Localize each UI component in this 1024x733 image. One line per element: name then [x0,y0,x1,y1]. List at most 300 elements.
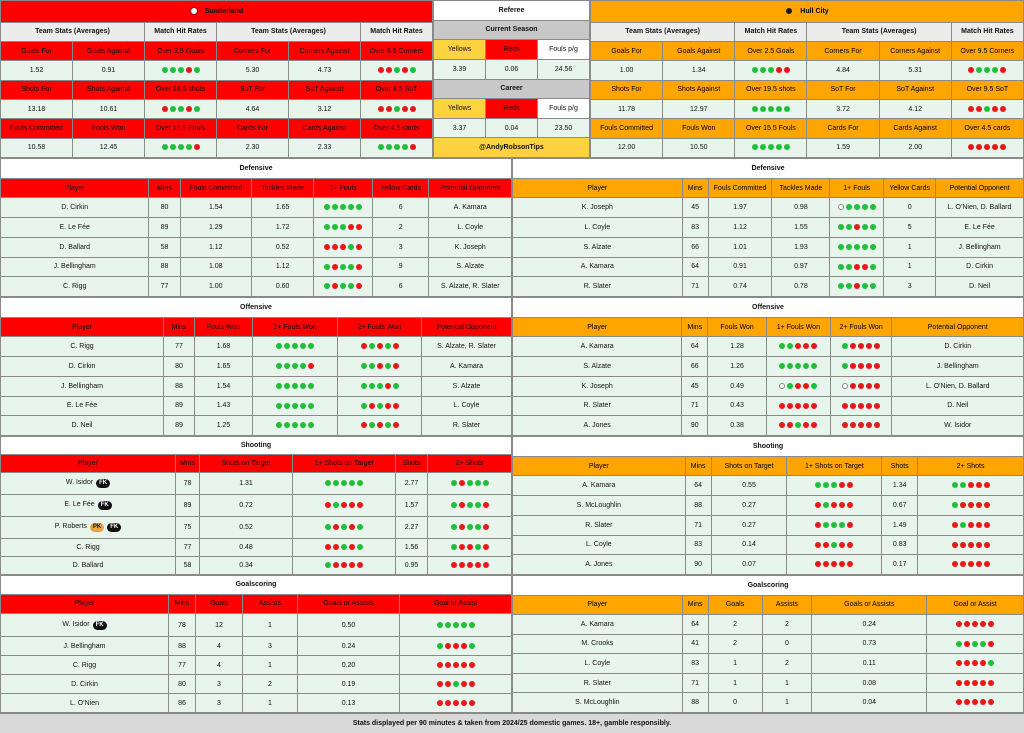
defensive-section-title: Defensive [513,159,1024,179]
hit-dot-icon [178,106,184,112]
miss-dot-icon [815,522,821,528]
miss-dot-icon [483,562,489,568]
table-row: W. Isidor FK 78 1.31 2.77 [1,472,512,494]
miss-dot-icon [858,343,864,349]
player-name: E. Le Fée [1,396,164,416]
hit-dot-icon [410,67,416,73]
table-row: S. Alzate 66 1.26 J. Bellingham [513,357,1024,377]
hit-rate-dots [951,561,991,568]
hit-rate-dots [837,263,877,270]
miss-dot-icon [1000,144,1006,150]
miss-dot-icon [976,502,982,508]
club-crest-icon [785,7,793,15]
table-row: L. O'Nien 86 3 1 0.13 [1,694,512,713]
miss-dot-icon [976,106,982,112]
miss-dot-icon [988,680,994,686]
hit-dot-icon [779,363,785,369]
miss-dot-icon [968,502,974,508]
miss-dot-icon [992,106,998,112]
miss-dot-icon [842,422,848,428]
miss-dot-icon [349,544,355,550]
hit-dot-icon [340,204,346,210]
miss-dot-icon [393,422,399,428]
hit-dot-icon [386,144,392,150]
hit-dot-icon [760,144,766,150]
player-name: L. O'Nien [1,694,169,713]
miss-dot-icon [356,264,362,270]
hit-dot-icon [308,403,314,409]
miss-dot-icon [324,244,330,250]
miss-dot-icon [964,621,970,627]
hit-dot-icon [170,67,176,73]
miss-dot-icon [1000,106,1006,112]
away-shooting-table: Shooting Player Mins Shots on Target 1+ Shots on Target Shots 2+ Shots A. Kamara 64 0.55 1.34 S. McLoughlin 88 0.27 0.67 R. Slater 71 0.27 1.49 L. Coyle 83 0.14 0.83 A. Jones 90 0.07 0.17 [512,436,1024,575]
miss-dot-icon [850,363,856,369]
hit-rate-dots [450,502,490,509]
hit-dot-icon [300,383,306,389]
hit-dot-icon [760,67,766,73]
miss-dot-icon [461,681,467,687]
table-row: W. Isidor FK 78 12 1 0.50 [1,613,512,637]
table-row: M. Crooks 41 2 0 0.73 [513,634,1024,654]
hit-dot-icon [862,283,868,289]
miss-dot-icon [972,699,978,705]
hit-rate-dots [837,244,877,251]
miss-dot-icon [361,422,367,428]
miss-dot-icon [850,343,856,349]
miss-dot-icon [776,67,782,73]
hit-rate-dots [751,106,791,113]
hit-dot-icon [870,244,876,250]
miss-dot-icon [393,343,399,349]
miss-dot-icon [453,700,459,706]
miss-dot-icon [779,403,785,409]
player-name: A. Jones [513,555,686,575]
hit-rate-dots [967,106,1007,113]
miss-dot-icon [325,544,331,550]
hit-dot-icon [838,224,844,230]
hit-dot-icon [811,363,817,369]
hit-dot-icon [300,422,306,428]
hit-rate-dots [324,524,364,531]
hit-dot-icon [377,383,383,389]
miss-dot-icon [854,264,860,270]
miss-dot-icon [803,403,809,409]
hit-rate-dots [450,562,490,569]
hit-dot-icon [394,106,400,112]
table-row: D. Ballard 58 1.12 0.52 3 K. Joseph [1,237,512,257]
player-name: L. Coyle [513,535,686,555]
miss-dot-icon [445,662,451,668]
hit-rate-dots [841,402,881,409]
hit-dot-icon [787,383,793,389]
miss-dot-icon [988,641,994,647]
miss-dot-icon [823,542,829,548]
hit-dot-icon [779,343,785,349]
hit-dot-icon [170,106,176,112]
hit-dot-icon [308,343,314,349]
hit-dot-icon [393,383,399,389]
hit-dot-icon [292,403,298,409]
hit-dot-icon [451,524,457,530]
hit-rate-dots [275,383,315,390]
player-name: L. Coyle [513,654,683,674]
hit-dot-icon [369,383,375,389]
miss-dot-icon [378,106,384,112]
hit-rate-dots [837,224,877,231]
table-row: D. Cirkin 80 1.65 A. Kamara [1,357,512,377]
miss-dot-icon [847,502,853,508]
miss-dot-icon [815,502,821,508]
player-name: A. Jones [513,416,682,436]
hit-dot-icon [369,422,375,428]
hit-rate-dots [275,422,315,429]
miss-dot-icon [831,561,837,567]
hit-dot-icon [341,544,347,550]
miss-dot-icon [960,561,966,567]
miss-dot-icon [377,422,383,428]
hit-dot-icon [475,502,481,508]
miss-dot-icon [483,502,489,508]
player-name: W. Isidor FK [1,472,176,494]
hit-dot-icon [276,422,282,428]
miss-dot-icon [964,699,970,705]
hit-rate-dots [275,363,315,370]
hit-rate-dots [360,402,400,409]
miss-dot-icon [976,144,982,150]
hit-dot-icon [752,144,758,150]
hit-rate-dots [841,422,881,429]
hit-dot-icon [952,502,958,508]
hit-rate-dots [955,699,995,706]
away-defensive-table: Defensive Player Mins Fouls Committed Tackles Made 1+ Fouls Yellow Cards Potential Opponent K. Joseph 45 1.97 0.98 0 L. O'Nien, D. Ballard L. Coyle 83 1.12 1.55 5 E. Le Fée S. Alzate 66 1.01 1.93 1 J. Bellingham A. Kamara 64 0.91 0.97 1 D. Cirkin R. Slater 71 0.74 0.78 3 D. Neil [512,158,1024,297]
hit-dot-icon [276,343,282,349]
miss-dot-icon [451,562,457,568]
hit-dot-icon [475,524,481,530]
player-name: J. Bellingham [1,376,164,396]
miss-dot-icon [866,383,872,389]
miss-dot-icon [984,522,990,528]
table-row: R. Slater 71 0.74 0.78 3 D. Neil [513,277,1024,297]
hit-rate-dots [837,283,877,290]
table-row: A. Jones 90 0.07 0.17 [513,555,1024,575]
handle-link[interactable]: @AndyRobsonTips [434,138,590,158]
miss-dot-icon [964,660,970,666]
miss-dot-icon [475,562,481,568]
hit-dot-icon [308,422,314,428]
miss-dot-icon [862,264,868,270]
miss-dot-icon [988,621,994,627]
miss-dot-icon [839,561,845,567]
hit-rate-dots [275,402,315,409]
hit-dot-icon [451,502,457,508]
miss-dot-icon [469,681,475,687]
miss-dot-icon [984,144,990,150]
hit-rate-dots [814,502,854,509]
hit-dot-icon [984,106,990,112]
hit-rate-dots [436,681,476,688]
hit-dot-icon [178,144,184,150]
hit-dot-icon [752,106,758,112]
hit-dot-icon [870,283,876,289]
hit-rate-dots [161,106,201,113]
hit-dot-icon [784,106,790,112]
miss-dot-icon [453,643,459,649]
miss-dot-icon [839,482,845,488]
miss-dot-icon [332,264,338,270]
hit-rate-dots [955,640,995,647]
hit-dot-icon [194,106,200,112]
table-row: D. Neil 89 1.25 R. Slater [1,416,512,436]
career-label: Career [434,79,590,99]
miss-dot-icon [194,144,200,150]
table-row: D. Ballard 58 0.34 0.95 [1,557,512,575]
player-name: S. Alzate [513,237,683,257]
miss-dot-icon [385,403,391,409]
hit-rate-dots [814,561,854,568]
hit-dot-icon [348,204,354,210]
hit-dot-icon [348,244,354,250]
hit-dot-icon [451,544,457,550]
hit-dot-icon [976,67,982,73]
miss-dot-icon [968,67,974,73]
player-name: W. Isidor FK [1,613,169,637]
hit-dot-icon [960,482,966,488]
hit-rate-dots [324,480,364,487]
player-name: R. Slater [513,277,683,297]
fk-badge: FK [93,621,107,630]
miss-dot-icon [980,660,986,666]
hit-dot-icon [838,283,844,289]
hit-dot-icon [960,522,966,528]
hit-rate-dots [450,480,490,487]
hit-dot-icon [357,544,363,550]
hit-dot-icon [284,363,290,369]
player-name: R. Slater [513,396,682,416]
player-name: D. Neil [1,416,164,436]
hit-dot-icon [842,363,848,369]
offensive-section-title: Offensive [1,298,512,318]
hit-rate-dots [955,680,995,687]
hit-dot-icon [194,67,200,73]
away-offensive-table: Offensive Player Mins Fouls Won 1+ Fouls Won 2+ Fouls Won Potential Opponent A. Kamara 64 1.28 D. Cirkin S. Alzate 66 1.26 J. Bellingham K. Joseph 45 0.49 L. O'Nien, D. Ballard R. Slater 71 0.43 D. Neil A. Jones 90 0.38 W. Isidor [512,297,1024,436]
hit-rate-dots [377,106,417,113]
miss-dot-icon [847,561,853,567]
miss-dot-icon [980,699,986,705]
player-name: C. Rigg [1,277,149,297]
hit-dot-icon [325,562,331,568]
hit-dot-icon [361,383,367,389]
fk-badge: FK [98,501,112,510]
miss-dot-icon [795,383,801,389]
hit-dot-icon [768,106,774,112]
hit-rate-dots [751,67,791,74]
miss-dot-icon [811,403,817,409]
hit-rate-dots [323,283,363,290]
hit-dot-icon [956,641,962,647]
hit-rate-dots [436,700,476,707]
miss-dot-icon [815,561,821,567]
miss-dot-icon [811,343,817,349]
table-row: K. Joseph 45 1.97 0.98 0 L. O'Nien, D. Ballard [513,198,1024,218]
hit-dot-icon [823,502,829,508]
miss-dot-icon [459,524,465,530]
home-defensive-table: Defensive Player Mins Fouls Committed Tackles Made 1+ Fouls Yellow Cards Potential Opponent D. Cirkin 80 1.54 1.65 6 A. Kamara E. Le Fée 89 1.29 1.72 2 L. Coyle D. Ballard 58 1.12 0.52 3 K. Joseph J. Bellingham 88 1.08 1.12 9 S. Alzate C. Rigg 77 1.00 0.60 6 S. Alzate, R. Slater [0,158,512,297]
miss-dot-icon [386,67,392,73]
hit-dot-icon [292,343,298,349]
miss-dot-icon [378,67,384,73]
hit-dot-icon [178,67,184,73]
hit-dot-icon [862,224,868,230]
hit-rate-dots [324,544,364,551]
player-name: R. Slater [513,673,683,693]
miss-dot-icon [369,403,375,409]
miss-dot-icon [402,67,408,73]
hit-dot-icon [394,67,400,73]
table-row: J. Bellingham 88 1.54 S. Alzate [1,376,512,396]
hit-dot-icon [461,622,467,628]
miss-dot-icon [960,502,966,508]
hit-rate-dots [778,343,818,350]
miss-dot-icon [357,562,363,568]
hit-rate-dots [324,502,364,509]
hit-dot-icon [284,422,290,428]
miss-dot-icon [956,699,962,705]
miss-dot-icon [437,662,443,668]
miss-dot-icon [968,522,974,528]
miss-dot-icon [968,542,974,548]
hit-dot-icon [776,106,782,112]
miss-dot-icon [956,660,962,666]
hit-dot-icon [162,67,168,73]
miss-dot-icon [984,542,990,548]
hit-dot-icon [952,482,958,488]
hit-dot-icon [300,403,306,409]
table-row: C. Rigg 77 4 1 0.20 [1,656,512,675]
miss-dot-icon [823,561,829,567]
table-row: C. Rigg 77 1.00 0.60 6 S. Alzate, R. Slater [1,277,512,297]
miss-dot-icon [333,544,339,550]
miss-dot-icon [964,680,970,686]
hit-dot-icon [349,480,355,486]
miss-dot-icon [349,562,355,568]
hit-dot-icon [357,480,363,486]
hit-dot-icon [838,244,844,250]
table-row: S. McLoughlin 88 0.27 0.67 [513,496,1024,516]
hit-rate-dots [324,562,364,569]
hit-rate-dots [967,144,1007,151]
hit-dot-icon [988,660,994,666]
hit-dot-icon [795,363,801,369]
hit-dot-icon [811,383,817,389]
hit-dot-icon [451,480,457,486]
miss-dot-icon [984,482,990,488]
miss-dot-icon [956,680,962,686]
miss-dot-icon [349,524,355,530]
player-name: D. Cirkin [1,675,169,694]
player-name: C. Rigg [1,656,169,675]
player-name: C. Rigg [1,539,176,557]
miss-dot-icon [186,106,192,112]
no-game-dot-icon [842,383,848,389]
goalscoring-section-title: Goalscoring [513,576,1024,596]
hit-dot-icon [831,522,837,528]
miss-dot-icon [858,403,864,409]
hit-dot-icon [823,482,829,488]
miss-dot-icon [984,561,990,567]
hit-rate-dots [436,622,476,629]
miss-dot-icon [349,502,355,508]
table-row: D. Cirkin 80 1.54 1.65 6 A. Kamara [1,198,512,218]
hit-dot-icon [378,144,384,150]
hit-dot-icon [324,264,330,270]
hit-rate-dots [951,541,991,548]
hit-rate-dots [323,263,363,270]
miss-dot-icon [866,343,872,349]
hit-dot-icon [823,522,829,528]
hit-dot-icon [340,264,346,270]
player-name: P. Roberts PK FK [1,517,176,539]
pk-badge: PK [90,523,104,532]
table-row: K. Joseph 45 0.49 L. O'Nien, D. Ballard [513,376,1024,396]
miss-dot-icon [361,343,367,349]
hit-rate-dots [814,482,854,489]
hit-rate-dots [323,244,363,251]
table-row: A. Kamara 64 0.91 0.97 1 D. Cirkin [513,257,1024,277]
hit-dot-icon [469,643,475,649]
hit-rate-dots [778,402,818,409]
shooting-section-title: Shooting [1,437,512,455]
team-name: Hull City [591,1,1024,23]
miss-dot-icon [984,502,990,508]
hit-rate-dots [814,522,854,529]
hit-rate-dots [967,67,1007,74]
hit-dot-icon [854,244,860,250]
table-row: R. Slater 71 0.43 D. Neil [513,396,1024,416]
player-name: J. Bellingham [1,257,149,277]
hit-dot-icon [324,283,330,289]
hit-dot-icon [467,502,473,508]
hit-dot-icon [768,67,774,73]
table-row: J. Bellingham 88 1.08 1.12 9 S. Alzate [1,257,512,277]
miss-dot-icon [874,343,880,349]
hit-rate-dots [450,544,490,551]
miss-dot-icon [811,422,817,428]
miss-dot-icon [356,224,362,230]
team-name: Sunderland [1,1,433,23]
table-row: L. Coyle 83 1 2 0.11 [513,654,1024,674]
hit-rate-dots [360,343,400,350]
table-row: D. Cirkin 80 3 2 0.19 [1,675,512,694]
miss-dot-icon [393,403,399,409]
miss-dot-icon [956,621,962,627]
table-row: A. Kamara 64 0.55 1.34 [513,476,1024,496]
miss-dot-icon [976,561,982,567]
hit-dot-icon [361,363,367,369]
hit-dot-icon [361,403,367,409]
miss-dot-icon [385,383,391,389]
hit-dot-icon [803,363,809,369]
hit-dot-icon [325,524,331,530]
current-season-label: Current Season [434,20,590,40]
table-row: J. Bellingham 88 4 3 0.24 [1,637,512,656]
miss-dot-icon [854,283,860,289]
hit-dot-icon [369,363,375,369]
miss-dot-icon [186,67,192,73]
hit-dot-icon [324,204,330,210]
hit-dot-icon [333,502,339,508]
hit-rate-dots [360,383,400,390]
